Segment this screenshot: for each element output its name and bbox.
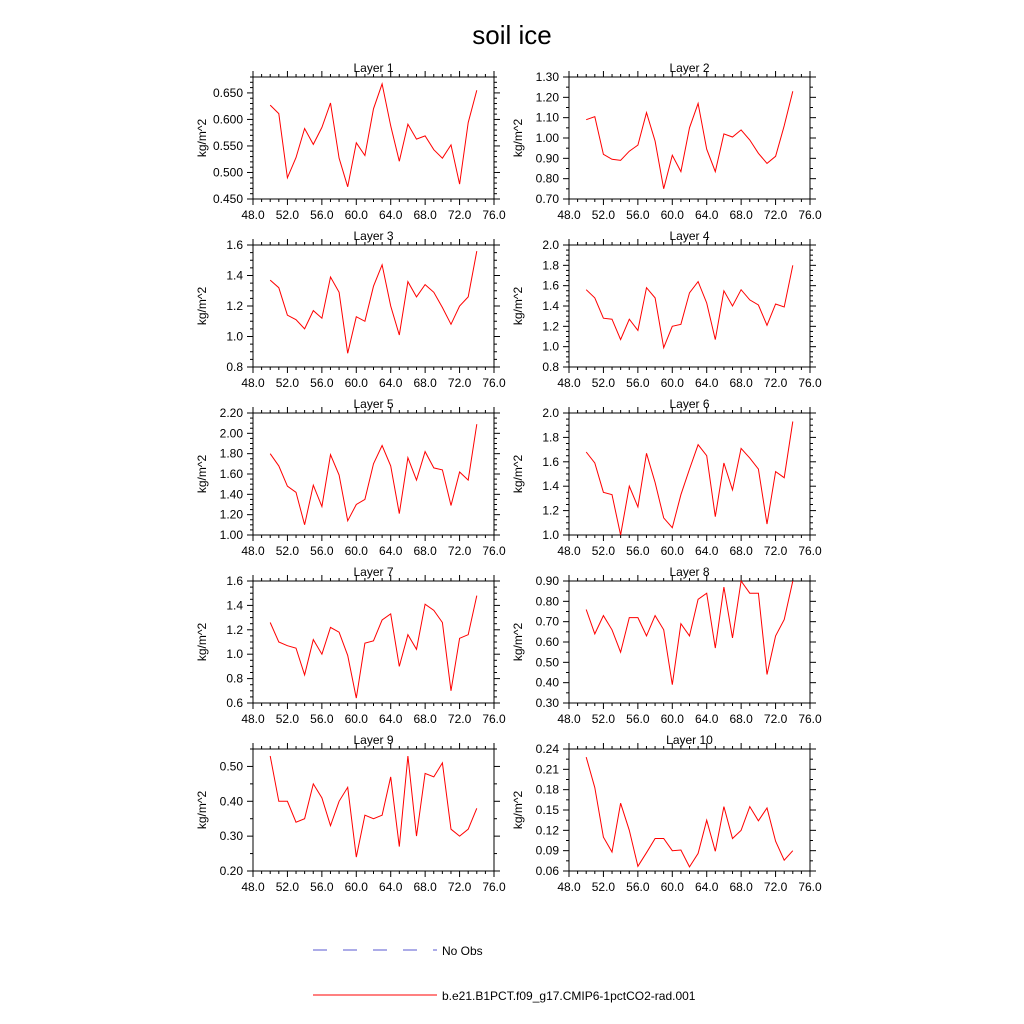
legend-item-model xyxy=(313,989,696,1003)
x-tick-label: 56.0 xyxy=(626,376,650,390)
y-tick-label: 0.30 xyxy=(219,829,243,844)
y-tick-label: 0.20 xyxy=(219,864,243,878)
y-tick-label: 1.4 xyxy=(226,268,243,283)
y-tick-label: 0.500 xyxy=(212,165,243,180)
y-tick-label: 0.8 xyxy=(542,360,559,374)
y-tick-label: 1.20 xyxy=(219,507,243,522)
x-tick-label: 76.0 xyxy=(798,376,822,390)
legend-label-no-obs: No Obs xyxy=(442,944,483,958)
y-tick-label: 0.30 xyxy=(535,696,559,710)
x-tick-label: 52.0 xyxy=(591,208,616,222)
y-tick-label: 2.0 xyxy=(542,406,559,420)
x-tick-label: 56.0 xyxy=(626,712,650,726)
x-tick-label: 60.0 xyxy=(660,712,684,726)
y-tick-label: 1.2 xyxy=(542,503,559,518)
plot-frame xyxy=(253,413,494,535)
y-tick-label: 1.0 xyxy=(542,528,559,542)
y-tick-label: 1.0 xyxy=(542,339,559,354)
x-tick-label: 64.0 xyxy=(379,208,403,222)
y-tick-label: 1.30 xyxy=(535,70,559,84)
x-tick-label: 72.0 xyxy=(763,376,788,390)
panel-title: Layer 3 xyxy=(353,229,394,243)
x-tick-label: 56.0 xyxy=(310,880,334,894)
x-tick-label: 48.0 xyxy=(241,712,265,726)
panels xyxy=(195,61,822,894)
x-tick-label: 48.0 xyxy=(557,208,581,222)
x-tick-label: 68.0 xyxy=(413,208,437,222)
y-tick-label: 2.00 xyxy=(219,426,243,441)
x-tick-label: 64.0 xyxy=(379,712,403,726)
panel-layer-5 xyxy=(195,397,506,558)
x-tick-label: 68.0 xyxy=(729,376,753,390)
plot-frame xyxy=(569,245,810,367)
y-tick-label: 0.70 xyxy=(535,614,559,629)
x-tick-label: 60.0 xyxy=(660,208,684,222)
y-tick-label: 0.450 xyxy=(212,192,243,206)
panel-layer-6 xyxy=(511,397,822,558)
x-tick-label: 60.0 xyxy=(660,376,684,390)
x-tick-label: 52.0 xyxy=(275,712,300,726)
y-tick-label: 1.2 xyxy=(226,299,243,313)
series-line xyxy=(270,84,477,187)
x-tick-label: 60.0 xyxy=(344,880,368,894)
legend-label-model: b.e21.B1PCT.f09_g17.CMIP6-1pctCO2-rad.001 xyxy=(442,989,696,1003)
x-tick-label: 64.0 xyxy=(379,376,403,390)
x-tick-label: 56.0 xyxy=(626,880,650,894)
y-axis-label: kg/m^2 xyxy=(195,454,209,494)
x-tick-label: 60.0 xyxy=(344,544,368,558)
series-line xyxy=(270,596,477,699)
y-tick-label: 0.90 xyxy=(535,151,559,166)
y-axis-label: kg/m^2 xyxy=(511,622,525,662)
x-tick-label: 76.0 xyxy=(798,880,822,894)
plot-frame xyxy=(253,245,494,367)
y-tick-label: 0.18 xyxy=(535,782,559,797)
x-tick-label: 64.0 xyxy=(379,544,403,558)
x-tick-label: 52.0 xyxy=(275,880,300,894)
x-tick-label: 72.0 xyxy=(763,208,788,222)
y-tick-label: 0.80 xyxy=(535,171,559,186)
y-tick-label: 2.20 xyxy=(219,406,243,420)
panel-title: Layer 8 xyxy=(669,565,710,579)
y-tick-label: 0.09 xyxy=(535,843,559,858)
x-tick-label: 64.0 xyxy=(695,712,719,726)
y-tick-label: 0.80 xyxy=(535,594,559,609)
panel-layer-1 xyxy=(195,61,506,222)
x-tick-label: 56.0 xyxy=(310,208,334,222)
x-tick-label: 52.0 xyxy=(275,376,300,390)
x-tick-label: 76.0 xyxy=(798,544,822,558)
series-line xyxy=(586,422,793,536)
x-tick-label: 76.0 xyxy=(482,880,506,894)
y-tick-label: 1.20 xyxy=(535,90,559,105)
x-tick-label: 56.0 xyxy=(310,712,334,726)
y-tick-label: 0.50 xyxy=(219,759,243,774)
y-tick-label: 0.6 xyxy=(226,696,243,710)
series-line xyxy=(270,251,477,353)
x-tick-label: 68.0 xyxy=(413,376,437,390)
panel-layer-4 xyxy=(511,229,822,390)
x-tick-label: 68.0 xyxy=(729,544,753,558)
x-tick-label: 48.0 xyxy=(241,880,265,894)
plot-frame xyxy=(253,581,494,703)
x-tick-label: 56.0 xyxy=(626,208,650,222)
x-tick-label: 64.0 xyxy=(695,544,719,558)
y-axis-label: kg/m^2 xyxy=(511,118,525,158)
y-tick-label: 0.650 xyxy=(212,85,243,100)
y-tick-label: 0.70 xyxy=(535,192,559,206)
series-line xyxy=(270,424,477,525)
plot-frame xyxy=(569,77,810,199)
x-tick-label: 60.0 xyxy=(344,208,368,222)
y-tick-label: 1.6 xyxy=(542,454,559,469)
y-tick-label: 1.10 xyxy=(535,110,559,125)
x-tick-label: 68.0 xyxy=(729,712,753,726)
x-tick-label: 68.0 xyxy=(413,880,437,894)
x-tick-label: 72.0 xyxy=(447,544,472,558)
y-axis-label: kg/m^2 xyxy=(195,790,209,830)
y-tick-label: 2.0 xyxy=(542,238,559,252)
y-tick-label: 1.2 xyxy=(226,622,243,637)
x-tick-label: 64.0 xyxy=(695,880,719,894)
legend xyxy=(313,944,696,1003)
x-tick-label: 76.0 xyxy=(482,712,506,726)
y-axis-label: kg/m^2 xyxy=(511,286,525,326)
y-tick-label: 0.12 xyxy=(535,823,559,838)
panel-title: Layer 5 xyxy=(353,397,394,411)
x-tick-label: 76.0 xyxy=(798,712,822,726)
panel-layer-9 xyxy=(195,733,506,894)
panel-title: Layer 6 xyxy=(669,397,710,411)
chart-title: soil ice xyxy=(472,20,552,50)
x-tick-label: 64.0 xyxy=(695,376,719,390)
x-tick-label: 60.0 xyxy=(660,880,684,894)
y-tick-label: 1.00 xyxy=(535,131,559,145)
y-tick-label: 1.00 xyxy=(219,528,243,542)
x-tick-label: 68.0 xyxy=(413,712,437,726)
y-tick-label: 0.21 xyxy=(535,762,559,777)
series-line xyxy=(586,757,793,867)
y-tick-label: 1.0 xyxy=(226,647,243,662)
y-tick-label: 0.15 xyxy=(535,803,559,817)
y-tick-label: 1.4 xyxy=(542,479,559,494)
series-line xyxy=(586,265,793,347)
x-tick-label: 48.0 xyxy=(557,544,581,558)
x-tick-label: 68.0 xyxy=(729,208,753,222)
panel-title: Layer 10 xyxy=(666,733,713,747)
x-tick-label: 48.0 xyxy=(557,376,581,390)
x-tick-label: 56.0 xyxy=(310,376,334,390)
panel-title: Layer 1 xyxy=(353,61,394,75)
y-tick-label: 0.06 xyxy=(535,864,559,878)
x-tick-label: 56.0 xyxy=(626,544,650,558)
x-tick-label: 72.0 xyxy=(447,376,472,390)
panel-layer-3 xyxy=(195,229,506,390)
series-line xyxy=(270,756,477,857)
x-tick-label: 60.0 xyxy=(660,544,684,558)
x-tick-label: 64.0 xyxy=(695,208,719,222)
x-tick-label: 52.0 xyxy=(591,544,616,558)
x-tick-label: 52.0 xyxy=(275,544,300,558)
y-tick-label: 0.24 xyxy=(535,742,559,756)
series-line xyxy=(586,581,793,685)
y-tick-label: 1.8 xyxy=(542,258,559,273)
x-tick-label: 68.0 xyxy=(729,880,753,894)
panel-title: Layer 2 xyxy=(669,61,710,75)
x-tick-label: 76.0 xyxy=(482,376,506,390)
x-tick-label: 60.0 xyxy=(344,376,368,390)
y-tick-label: 0.90 xyxy=(535,574,559,588)
panel-layer-7 xyxy=(195,565,506,726)
panel-title: Layer 4 xyxy=(669,229,710,243)
x-tick-label: 76.0 xyxy=(798,208,822,222)
plot-frame xyxy=(569,749,810,871)
y-tick-label: 1.8 xyxy=(542,430,559,445)
legend-item-no-obs xyxy=(313,944,483,958)
x-tick-label: 52.0 xyxy=(591,880,616,894)
x-tick-label: 48.0 xyxy=(241,208,265,222)
y-tick-label: 1.80 xyxy=(219,446,243,461)
x-tick-label: 64.0 xyxy=(379,880,403,894)
y-tick-label: 0.8 xyxy=(226,360,243,374)
y-tick-label: 0.50 xyxy=(535,655,559,670)
x-tick-label: 72.0 xyxy=(447,208,472,222)
x-tick-label: 72.0 xyxy=(763,712,788,726)
x-tick-label: 72.0 xyxy=(763,880,788,894)
y-tick-label: 0.60 xyxy=(535,635,559,649)
plot-frame xyxy=(253,77,494,199)
y-tick-label: 0.40 xyxy=(219,794,243,809)
y-tick-label: 1.40 xyxy=(219,487,243,502)
x-tick-label: 72.0 xyxy=(763,544,788,558)
x-tick-label: 76.0 xyxy=(482,544,506,558)
y-tick-label: 1.6 xyxy=(226,574,243,588)
x-tick-label: 76.0 xyxy=(482,208,506,222)
y-axis-label: kg/m^2 xyxy=(195,286,209,326)
plot-frame xyxy=(569,413,810,535)
panel-title: Layer 7 xyxy=(353,565,394,579)
series-line xyxy=(586,91,793,189)
y-axis-label: kg/m^2 xyxy=(195,622,209,662)
x-tick-label: 72.0 xyxy=(447,712,472,726)
x-tick-label: 48.0 xyxy=(241,376,265,390)
y-tick-label: 0.600 xyxy=(212,112,243,127)
y-tick-label: 0.8 xyxy=(226,671,243,686)
x-tick-label: 68.0 xyxy=(413,544,437,558)
y-axis-label: kg/m^2 xyxy=(511,454,525,494)
x-tick-label: 52.0 xyxy=(275,208,300,222)
panel-title: Layer 9 xyxy=(353,733,394,747)
y-tick-label: 0.40 xyxy=(535,675,559,690)
x-tick-label: 72.0 xyxy=(447,880,472,894)
x-tick-label: 48.0 xyxy=(241,544,265,558)
y-tick-label: 0.550 xyxy=(212,138,243,153)
plot-frame xyxy=(253,749,494,871)
panel-layer-10 xyxy=(511,733,822,894)
y-tick-label: 1.4 xyxy=(542,299,559,313)
y-axis-label: kg/m^2 xyxy=(195,118,209,158)
y-tick-label: 1.6 xyxy=(542,278,559,293)
x-tick-label: 48.0 xyxy=(557,880,581,894)
x-tick-label: 56.0 xyxy=(310,544,334,558)
y-tick-label: 1.6 xyxy=(226,238,243,252)
y-tick-label: 1.2 xyxy=(542,319,559,334)
x-tick-label: 48.0 xyxy=(557,712,581,726)
y-tick-label: 1.4 xyxy=(226,598,243,613)
x-tick-label: 52.0 xyxy=(591,712,616,726)
x-tick-label: 60.0 xyxy=(344,712,368,726)
panel-layer-8 xyxy=(511,565,822,726)
y-axis-label: kg/m^2 xyxy=(511,790,525,830)
y-tick-label: 1.60 xyxy=(219,467,243,481)
panel-layer-2 xyxy=(511,61,822,222)
y-tick-label: 1.0 xyxy=(226,329,243,344)
x-tick-label: 52.0 xyxy=(591,376,616,390)
